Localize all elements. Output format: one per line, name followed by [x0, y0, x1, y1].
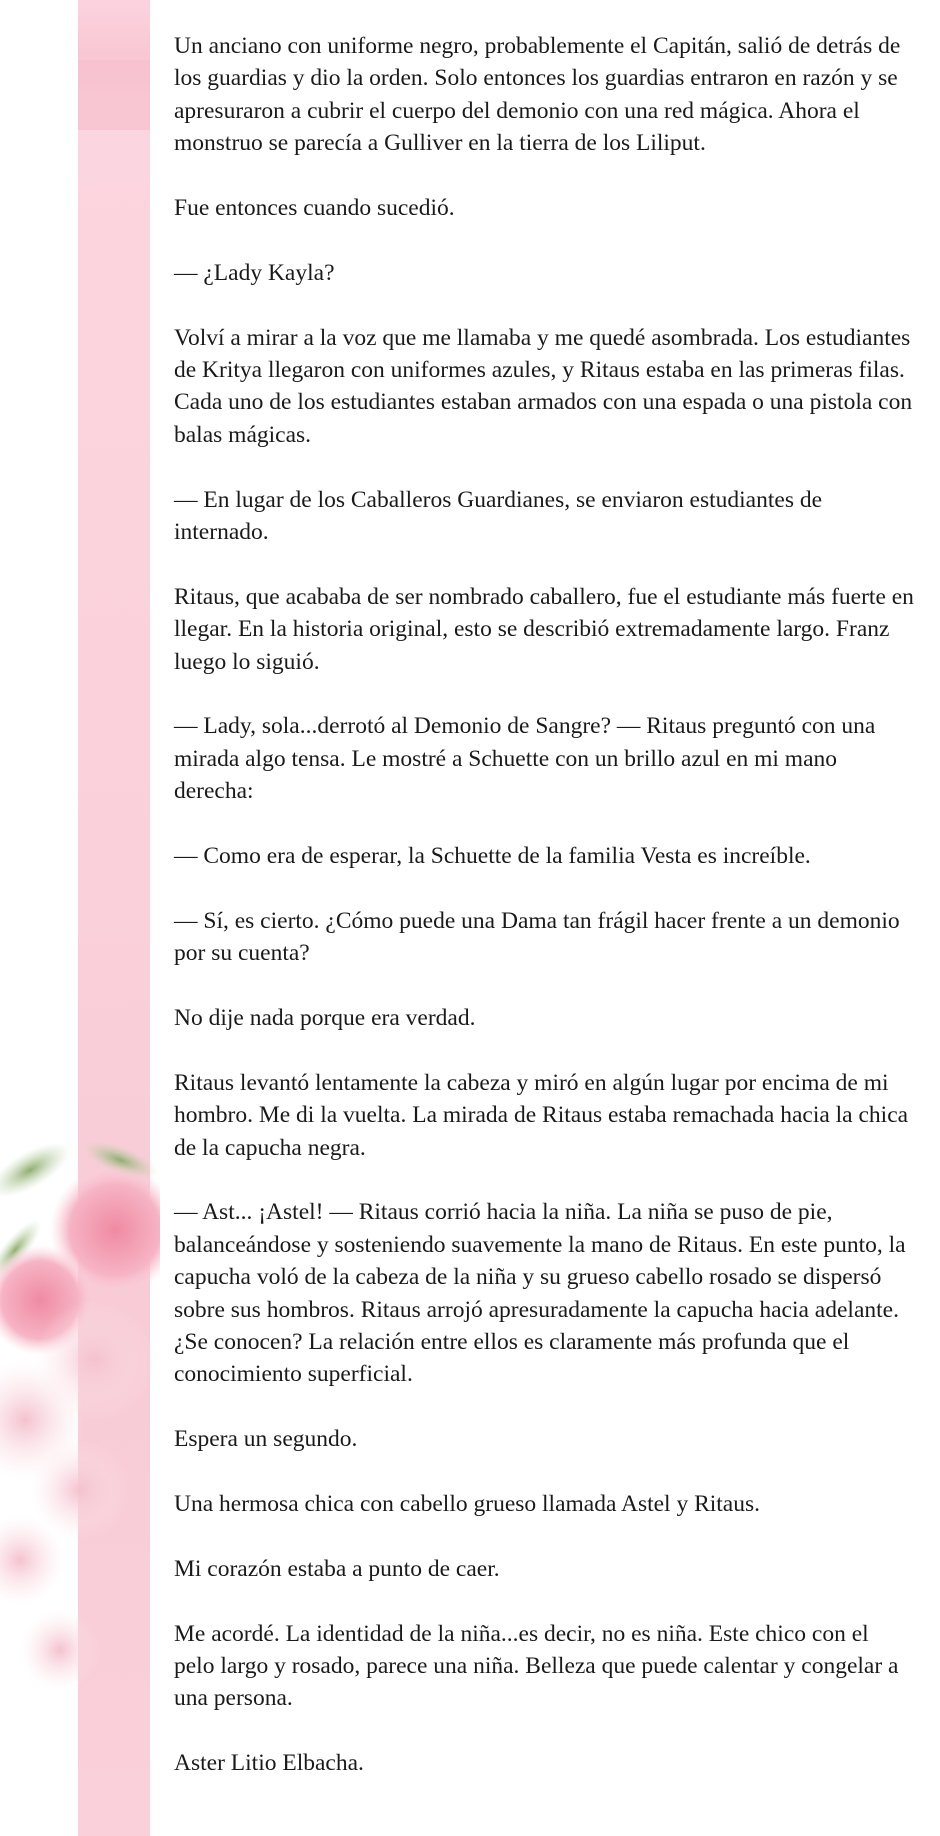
- paragraph: Ritaus, que acababa de ser nombrado caballero, fue el estudiante más fuerte en llegar. En la historia original, esto se describió extremadamente largo. Franz luego lo siguió.: [174, 583, 914, 675]
- paragraph: — En lugar de los Caballeros Guardianes, se enviaron estudiantes de internado.: [174, 486, 823, 546]
- paragraph: Me acordé. La identidad de la niña...es decir, no es niña. Este chico con el pelo largo y rosado, parece una niña. Belleza que puede calentar y congelar a una persona.: [174, 1620, 899, 1712]
- paragraph: Un anciano con uniforme negro, probablemente el Capitán, salió de detrás de los guardias y dio la orden. Solo entonces los guardias entraron en razón y se apresuraron a cubrir el cuerpo del demonio con una red mágica. Ahora el monstruo se parecía a Gulliver en la tierra de los Liliput.: [174, 33, 901, 157]
- flower-shape: [20, 1610, 100, 1690]
- paragraph: — Sí, es cierto. ¿Cómo puede una Dama tan frágil hacer frente a un demonio por su cuenta?: [174, 907, 900, 967]
- article-body: [174, 30, 914, 1812]
- paragraph: — ¿Lady Kayla?: [174, 259, 335, 286]
- paragraph: Espera un segundo.: [174, 1426, 358, 1453]
- paragraph: — Como era de esperar, la Schuette de la familia Vesta es increíble.: [174, 843, 811, 870]
- paragraph: — Lady, sola...derrotó al Demonio de Sangre? — Ritaus preguntó con una mirada algo tensa. Le mostré a Schuette con un brillo azul en mi mano derecha:: [174, 713, 876, 805]
- paragraph: — Ast... ¡Astel! — Ritaus corrió hacia la niña. La niña se puso de pie, balanceándose y sosteniendo suavemente la mano de Ritaus. En este punto, la capucha voló de la cabeza de la niña y su grueso cabello rosado se dispersó sobre sus hombros. Ritaus arrojó apresuradamente la capucha hacia adelante. ¿Se conocen? La relación entre ellos es claramente más profunda que el conocimiento superficial.: [174, 1199, 906, 1388]
- paragraph: Fue entonces cuando sucedió.: [174, 195, 455, 222]
- paragraph: No dije nada porque era verdad.: [174, 1005, 476, 1032]
- paragraph: Ritaus levantó lentamente la cabeza y miró en algún lugar por encima de mi hombro. Me di la vuelta. La mirada de Ritaus estaba remachada hacia la chica de la capucha negra.: [174, 1069, 909, 1161]
- paragraph: Volví a mirar a la voz que me llamaba y me quedé asombrada. Los estudiantes de Kritya llegaron con uniformes azules, y Ritaus estaba en las primeras filas. Cada uno de los estudiantes estaban armados con una espada o una pistola con balas mágicas.: [174, 324, 913, 448]
- pink-flower-illustration: [0, 1130, 160, 1836]
- stripe-band-decoration: [78, 60, 150, 130]
- paragraph: Mi corazón estaba a punto de caer.: [174, 1555, 500, 1582]
- paragraph: Aster Litio Elbacha.: [174, 1750, 364, 1777]
- paragraph: Una hermosa chica con cabello grueso llamada Astel y Ritaus.: [174, 1491, 761, 1518]
